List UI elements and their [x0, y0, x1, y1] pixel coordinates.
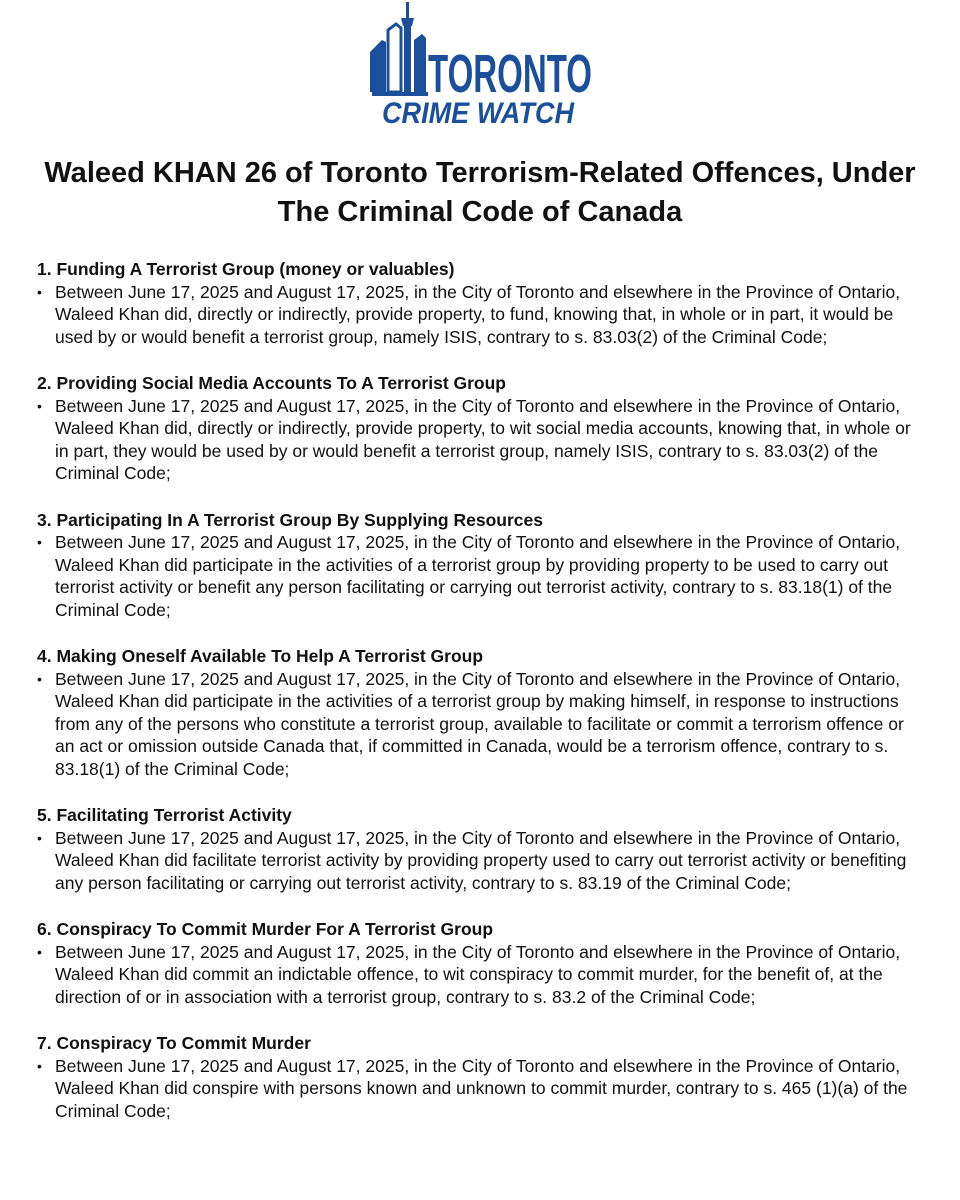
bullet-icon: • — [37, 534, 42, 550]
offence-heading: 6. Conspiracy To Commit Murder For A Terrorist Group — [37, 919, 494, 939]
offence-item-5 — [37, 804, 927, 894]
offences-list — [37, 258, 927, 1146]
offence-heading: 5. Facilitating Terrorist Activity — [37, 805, 292, 825]
bullet-icon: • — [37, 283, 42, 300]
offence-detail — [37, 827, 927, 895]
offence-detail — [37, 281, 927, 349]
offence-item-3 — [37, 509, 927, 622]
offence-detail — [37, 531, 927, 621]
offence-item-1 — [37, 258, 927, 348]
offence-detail-text: Between June 17, 2025 and August 17, 2025, in the City of Toronto and elsewhere in the Province of Ontario, Waleed Khan did, directly or indirectly, provide property, to fund, knowing that, in whole or in part, it would be used by or would benefit a terrorist group, namely ISIS, contrary to s. 83.03(2) of the Criminal Code; — [55, 281, 901, 347]
logo-brand-line1: TORONTO — [428, 44, 592, 104]
offence-detail — [37, 668, 927, 781]
logo-brand-line2: CRIME WATCH — [382, 97, 576, 130]
bullet-icon: • — [37, 670, 42, 687]
offence-heading: 2. Providing Social Media Accounts To A Terrorist Group — [37, 373, 506, 393]
logo-graphic — [368, 0, 594, 130]
offence-heading: 3. Participating In A Terrorist Group By Supplying Resources — [37, 509, 543, 530]
offence-heading: 7. Conspiracy To Commit Murder — [37, 1033, 311, 1053]
bullet-icon: • — [37, 1057, 42, 1074]
offence-detail-text: Between June 17, 2025 and August 17, 2025, in the City of Toronto and elsewhere in the Province of Ontario, Waleed Khan did, directly or indirectly, provide property, to wit social media accounts, knowing that, in whole or in part, they would be used by or would benefit a terrorist group, namely ISIS, contrary to s. 83.03(2) of the Criminal Code; — [55, 395, 911, 483]
offence-detail-text: Between June 17, 2025 and August 17, 2025, in the City of Toronto and elsewhere in the Province of Ontario, Waleed Khan did participate in the activities of a terrorist group by making himself, in response to instructions from any of the persons who constitute a terrorist group, available to facilitate or commit a terrorism offence or an act or omission outside Canada that, if committed in Canada, would be a terrorism offence, contrary to s. 83.18(1) of the Criminal Code; — [55, 668, 904, 779]
offence-heading: 1. Funding A Terrorist Group (money or valuables) — [37, 259, 455, 279]
offence-detail-text: Between June 17, 2025 and August 17, 2025, in the City of Toronto and elsewhere in the Province of Ontario, Waleed Khan did participate in the activities of a terrorist group by providing property to be used to carry out terrorist activity or benefit any person facilitating or carrying out terrorist activity, contrary to s. 83.18(1) of the Criminal Code; — [55, 532, 901, 620]
page-title: Waleed KHAN 26 of Toronto Terrorism-Related Offences, Under The Criminal Code of Canada — [44, 157, 916, 228]
offence-detail — [37, 941, 927, 1009]
offence-detail-text: Between June 17, 2025 and August 17, 2025, in the City of Toronto and elsewhere in the Province of Ontario, Waleed Khan did conspire with persons known and unknown to commit murder, contrary to s. 465 (1)(a) of the Criminal Code; — [55, 1055, 908, 1121]
bullet-icon: • — [37, 829, 42, 846]
city-skyline-icon — [370, 2, 428, 96]
offence-item-4 — [37, 645, 927, 780]
bullet-icon: • — [37, 943, 42, 960]
offence-item-6 — [37, 918, 927, 1008]
offence-heading: 4. Making Oneself Available To Help A Terrorist Group — [37, 646, 484, 666]
offence-item-7 — [37, 1032, 927, 1122]
offence-detail-text: Between June 17, 2025 and August 17, 2025, in the City of Toronto and elsewhere in the Province of Ontario, Waleed Khan did facilitate terrorist activity by providing property used to carry out terrorist activity or benefiting any person facilitating or carrying out terrorist activity, contrary to s. 83.19 of the Criminal Code; — [55, 827, 907, 893]
bullet-icon: • — [37, 397, 42, 414]
toronto-crime-watch-logo — [368, 0, 594, 130]
offence-detail-text: Between June 17, 2025 and August 17, 2025, in the City of Toronto and elsewhere in the Province of Ontario, Waleed Khan did commit an indictable offence, to wit conspiracy to commit murder, for the benefit of, at the direction of or in association with a terrorist group, contrary to s. 83.2 of the Criminal Code; — [55, 941, 901, 1007]
offence-detail — [37, 1055, 927, 1123]
offence-item-2 — [37, 372, 927, 485]
offence-detail — [37, 395, 927, 485]
